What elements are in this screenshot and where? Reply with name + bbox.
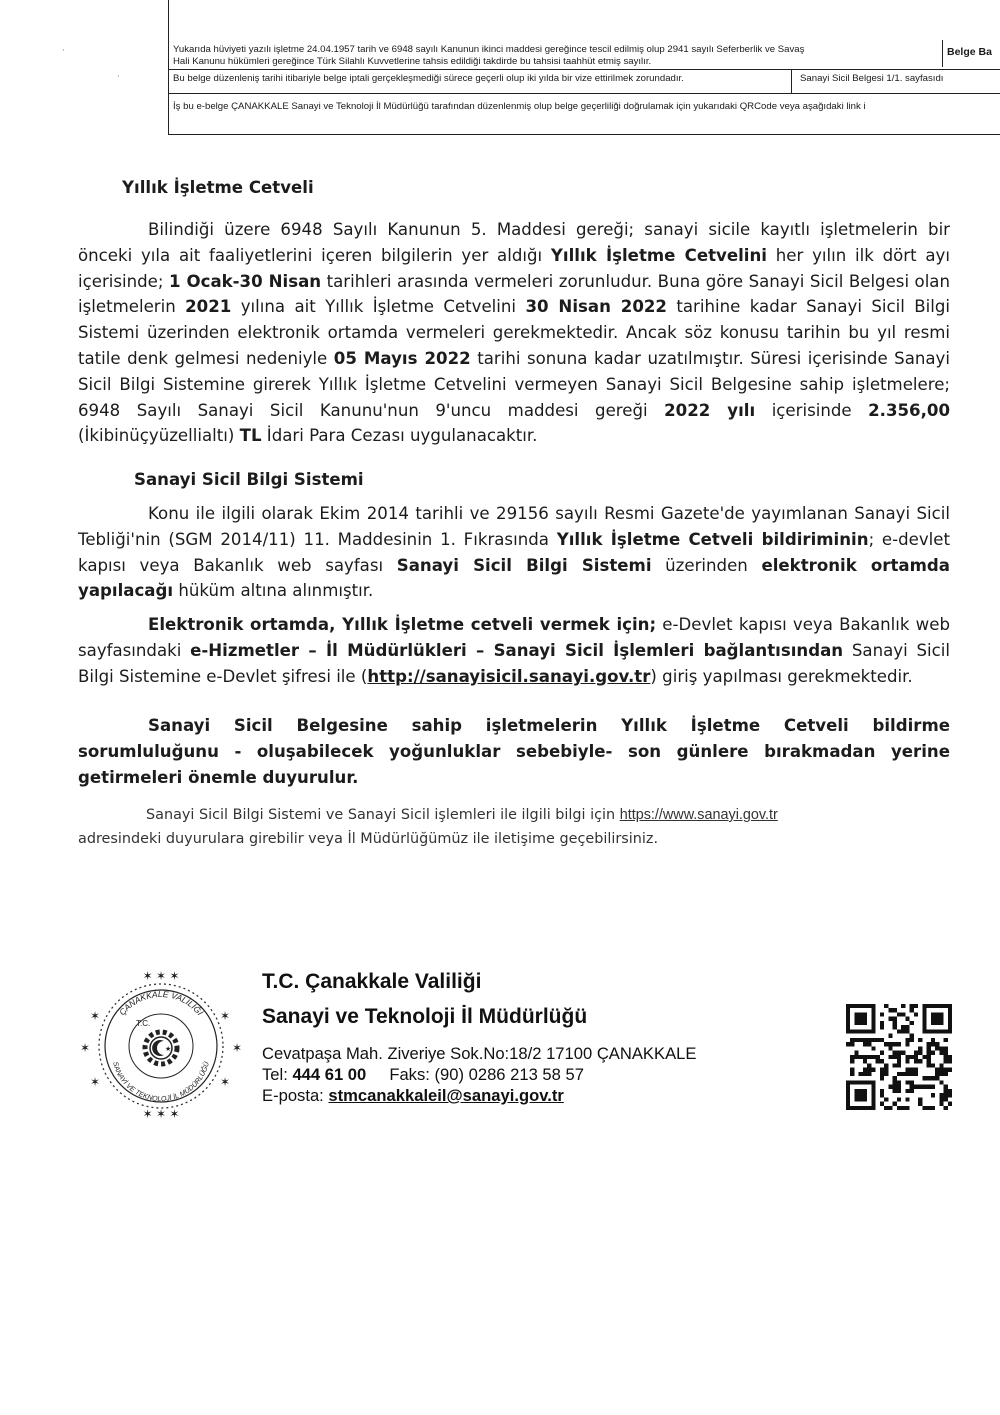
text: her yılın ilk dört ayı içerisinde; [78, 245, 950, 291]
info-note [78, 803, 878, 851]
emphasis: Sanayi Sicil Bilgi Sistemi [396, 555, 652, 575]
svg-text:✶ ✶ ✶: ✶ ✶ ✶ [142, 1107, 180, 1121]
svg-text:SANAYİ VE TEKNOLOJİ İL MÜDÜRLÜ: SANAYİ VE TEKNOLOJİ İL MÜDÜRLÜĞÜ [111, 1061, 211, 1104]
tel-number: 444 61 00 [292, 1065, 367, 1084]
svg-text:★: ★ [165, 1045, 172, 1053]
emphasis: Yıllık İşletme Cetveli bildiriminin [556, 529, 869, 549]
text: adresindeki duyurulara girebilir veya İl Müdürlüğümüz ile iletişime geçebilirsiniz. [78, 831, 659, 847]
emphasis: 05 Mayıs 2022 [333, 348, 471, 368]
footer-subtitle: Sanayi ve Teknoloji İl Müdürlüğü [262, 1005, 588, 1028]
email-link[interactable]: stmcanakkaleil@sanayi.gov.tr [328, 1086, 564, 1105]
belge-cell: Belge Ba [942, 40, 1000, 67]
fax-number: Faks: (90) 0286 213 58 57 [366, 1065, 584, 1084]
emphasis: elektronik ortamda yapılacağı [78, 555, 950, 601]
verification-header [168, 40, 1000, 135]
header-divider [169, 93, 1000, 94]
footer-email [262, 1086, 564, 1106]
announcement-text: Sanayi Sicil Belgesine sahip işletmelerin Yıllık İşletme Cetveli bildirme sorumluluğunu - oluşabilecek yoğunluklar sebebiyle- son günlere bırakmadan yerine getirmeleri önemle duyurulur. [78, 716, 950, 787]
svg-text:✶: ✶ [80, 1041, 91, 1055]
text: tarihi sonuna kadar uzatılmıştır. Süresi içerisinde Sanayi Sicil Bilgi Sistemine girerek Yıllık İşletme Cetvelini vermeyen Sanayi Sicil Belgesine sahip işletmelere; 6948 Sayılı Sanayi Sicil Kanunu'nun 9'uncu maddesi gereği [78, 348, 950, 420]
page-info: Sanayi Sicil Belgesi 1/1. sayfasıdı [791, 69, 1000, 93]
sanayi-gov-link[interactable]: https://www.sanayi.gov.tr [619, 807, 778, 823]
header-line-3: Bu belge düzenleniş tarihi itibariyle belge iptali gerçekleşmediği sürece geçerli olup iki yılda bir vize ettirilmek zorundadır. [173, 73, 684, 84]
text: içerisinde [755, 400, 869, 420]
text: İdari Para Cezası uygulanacaktır. [261, 426, 538, 446]
emphasis: Elektronik ortamda, Yıllık İşletme cetveli vermek için; [148, 615, 657, 634]
emphasis: 2022 yılı [664, 400, 756, 420]
svg-text:✶ ✶ ✶: ✶ ✶ ✶ [142, 969, 180, 983]
section-heading: Yıllık İşletme Cetveli [122, 178, 314, 197]
footer-title: T.C. Çanakkale Valiliği [262, 970, 482, 993]
text: Bilindiği üzere 6948 Sayılı Kanunun 5. Maddesi gereği; sanayi sicile kayıtlı işletmelerin bir önceki yıla ait faaliyetlerini içeren bilgilerin yer aldığı [78, 220, 950, 265]
text: yılına ait Yıllık İşletme Cetvelini [231, 297, 526, 317]
text: tarihine kadar Sanayi Sicil Bilgi Sistemi üzerinden elektronik ortamda vermeleri gerekmektedir. Ancak söz konusu tarihin bu yıl resmi tatile denk gelmesi nedeniyle [78, 297, 951, 368]
header-line-4: İş bu e-belge ÇANAKKALE Sanayi ve Teknoloji İl Müdürlüğü tarafından düzenlenmiş olup belge geçerliliği doğrulamak için yukarıdaki QRCode veya aşağıdaki link i [173, 101, 866, 112]
scan-speck: · [117, 72, 120, 82]
paragraph [78, 713, 950, 790]
header-line-1: Yukarıda hüviyeti yazılı işletme 24.04.1957 tarih ve 6948 sayılı Kanunun ikinci maddesi gereğince tescil edilmiş olup 2941 sayılı Seferberlik ve Savaş [173, 44, 805, 55]
svg-text:T.C.: T.C. [136, 1019, 151, 1028]
svg-text:✶: ✶ [90, 1075, 101, 1089]
paragraph [78, 217, 950, 449]
text: Sanayi Sicil Bilgi Sistemi ve Sanayi Sicil işlemleri ile ilgili bilgi için [146, 807, 620, 823]
email-label: E-posta: [262, 1086, 329, 1105]
text: (İkibinüçyüzellialtı) [78, 426, 240, 446]
footer-phone [262, 1065, 584, 1085]
emphasis: e-Hizmetler – İl Müdürlükleri – Sanayi Sicil İşlemleri bağlantısından [190, 640, 844, 660]
tel-label: Tel: [262, 1065, 293, 1084]
paragraph [78, 612, 950, 689]
section-heading: Sanayi Sicil Bilgi Sistemi [134, 470, 364, 489]
footer-address: Cevatpaşa Mah. Ziveriye Sok.No:18/2 17100 ÇANAKKALE [262, 1044, 697, 1063]
svg-text:✶: ✶ [90, 1009, 101, 1023]
emphasis: TL [239, 426, 262, 446]
emphasis: 30 Nisan 2022 [525, 297, 667, 317]
emphasis: 2.356,00 [868, 400, 950, 420]
text: tarihleri arasında vermeleri zorunludur. Buna göre Sanayi Sicil Belgesi olan işletmelerin [78, 271, 950, 317]
text: Sanayi Sicil Bilgi Sistemine e-Devlet şifresi ile ( [78, 640, 950, 686]
paragraph [78, 501, 950, 604]
sanayisicil-link[interactable]: http://sanayisicil.sanayi.gov.tr [367, 666, 651, 686]
header-top-border [168, 0, 169, 40]
svg-text:✶: ✶ [220, 1009, 231, 1023]
header-line-2: Hali Kanunu hükümleri gereğince Türk Silahlı Kuvvetlerine tahsis edildiği takdirde bu tahsisi taahhüt etmiş sayılır. [173, 56, 652, 67]
text: üzerinden [651, 555, 762, 575]
svg-text:✶: ✶ [232, 1041, 243, 1055]
scan-speck: · [62, 46, 65, 56]
emphasis: 2021 [185, 297, 232, 317]
official-seal-icon [72, 962, 250, 1126]
text: ; e-devlet kapısı veya Bakanlık web sayfası [78, 529, 951, 575]
emphasis: Yıllık İşletme Cetvelini [550, 245, 767, 265]
text: Konu ile ilgili olarak Ekim 2014 tarihli ve 29156 sayılı Resmi Gazete'de yayımlanan Sanayi Sicil Tebliği'nin (SGM 2014/11) 11. Maddesinin 1. Fıkrasında [78, 504, 950, 549]
qr-code-icon[interactable] [846, 1004, 952, 1110]
svg-text:ÇANAKKALE VALİLİĞİ: ÇANAKKALE VALİLİĞİ [117, 988, 206, 1018]
emphasis: 1 Ocak-30 Nisan [168, 271, 322, 291]
svg-text:✶: ✶ [220, 1075, 231, 1089]
text: ) giriş yapılması gerekmektedir. [650, 666, 913, 686]
text: e-Devlet kapısı veya Bakanlık web sayfasındaki [78, 615, 950, 660]
text: hüküm altına alınmıştır. [173, 581, 374, 601]
